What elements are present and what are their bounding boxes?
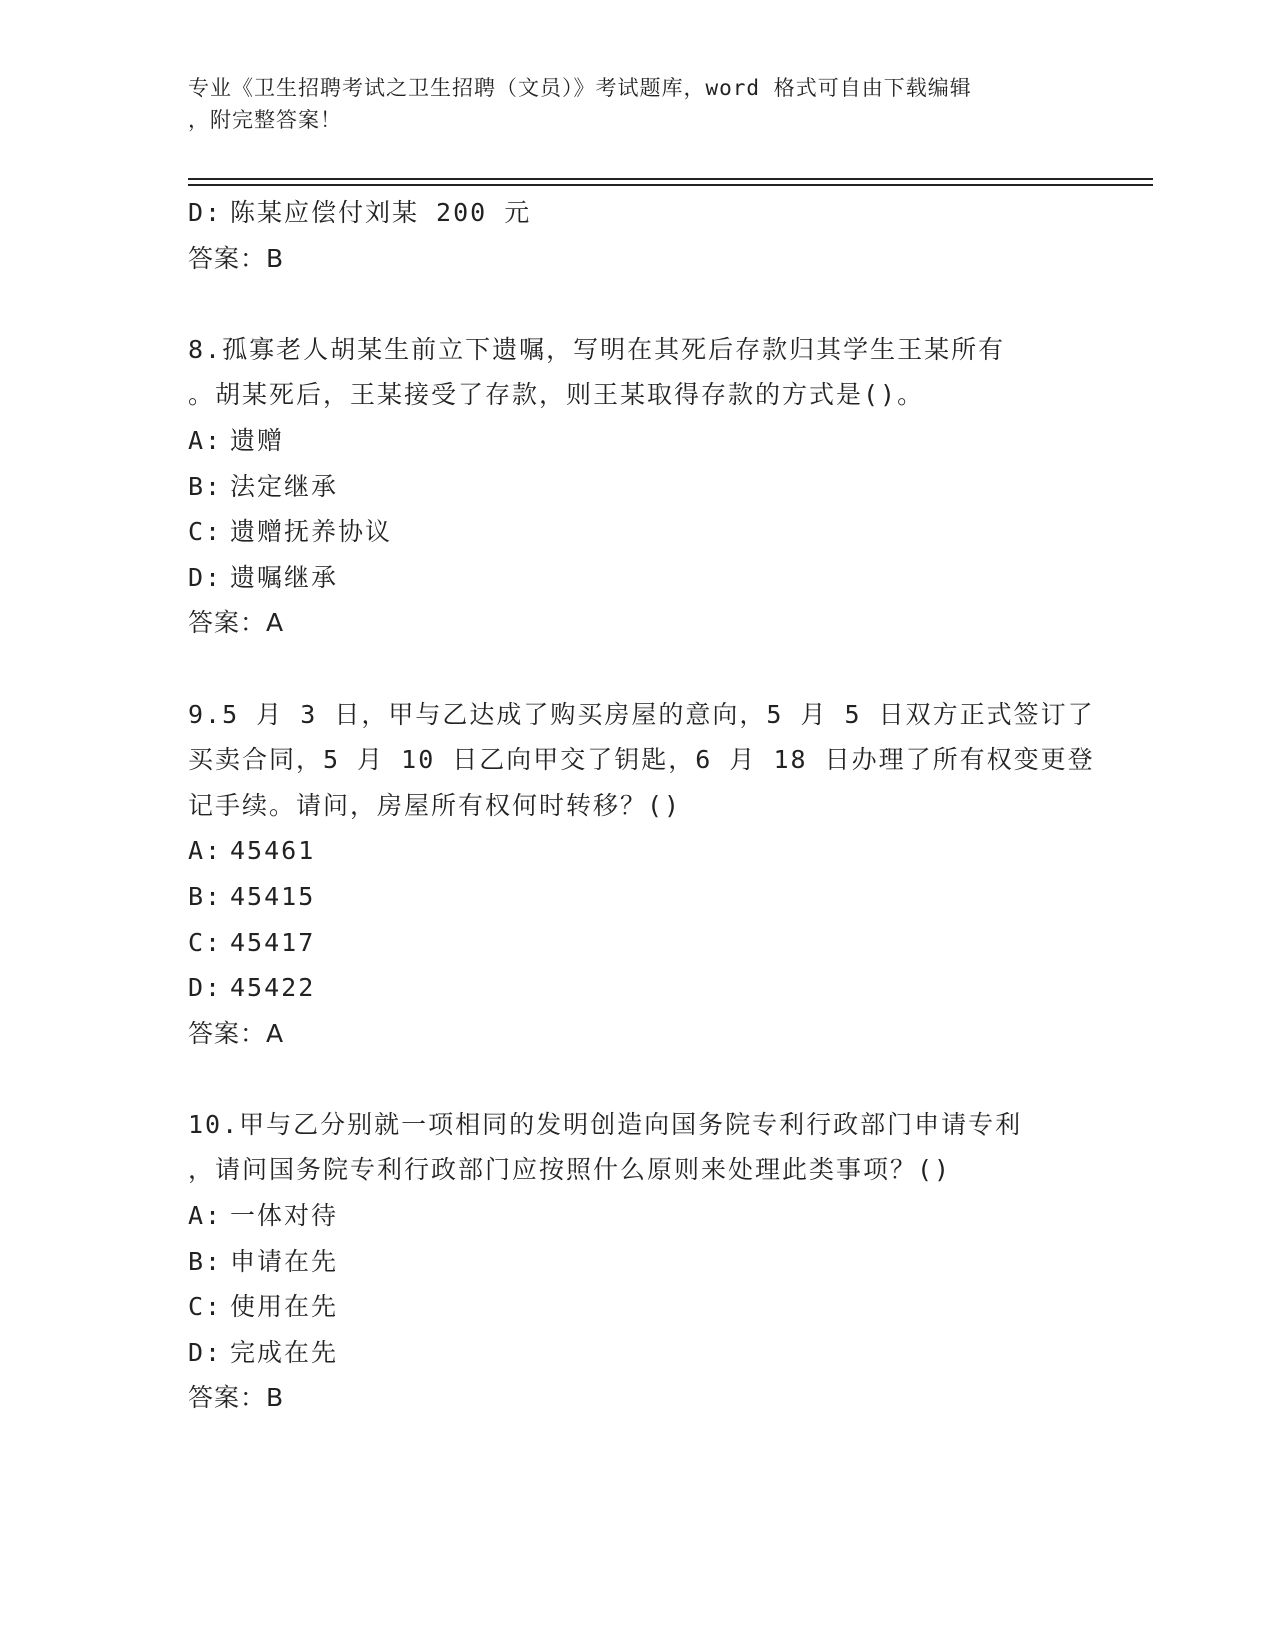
option-d <box>188 965 1088 1011</box>
option-text: 遗赠抚养协议 <box>230 517 393 547</box>
option-key: B: <box>188 471 223 501</box>
header-rule-top <box>188 178 1153 180</box>
option-key: D: <box>188 1337 223 1367</box>
option-d <box>188 1330 1088 1376</box>
option-key: B: <box>188 1246 223 1276</box>
option-c <box>188 509 1088 555</box>
option-text: 45417 <box>230 927 316 957</box>
answer-line: 答案：A <box>188 608 285 638</box>
spacer <box>188 281 1088 327</box>
option-text: 法定继承 <box>230 471 339 501</box>
question-text-line: 买卖合同，5 月 10 日乙向甲交了钥匙，6 月 18 日办理了所有权变更登 <box>188 745 1095 775</box>
question-8 <box>188 327 1088 646</box>
option-key: D: <box>188 198 223 227</box>
option-a <box>188 418 1088 464</box>
option-text: 45415 <box>230 881 316 911</box>
option-a <box>188 1193 1088 1239</box>
option-key: A: <box>188 836 223 866</box>
option-key: C: <box>188 517 223 547</box>
option-text: 遗赠 <box>230 425 285 455</box>
question-text-line: ，请问国务院专利行政部门应按照什么原则来处理此类事项？() <box>188 1155 952 1185</box>
question-9 <box>188 692 1095 1057</box>
question-text-line: 。胡某死后，王某接受了存款，则王某取得存款的方式是()。 <box>188 380 925 410</box>
question-content <box>188 190 1095 1421</box>
header-line-1: 专业《卫生招聘考试之卫生招聘（文员）》考试题库，word 格式可自由下载编辑 <box>188 76 972 100</box>
option-text: 45422 <box>230 973 316 1003</box>
option-c <box>188 920 1088 966</box>
option-text: 遗嘱继承 <box>230 562 339 592</box>
spacer <box>188 1056 1088 1102</box>
page-header <box>188 72 1068 136</box>
answer-line: 答案：B <box>188 243 285 273</box>
option-text: 一体对待 <box>230 1201 339 1231</box>
header-line-2: ，附完整答案！ <box>188 108 342 132</box>
answer-line: 答案：A <box>188 1018 285 1048</box>
question-10 <box>188 1102 1088 1421</box>
option-b <box>188 464 1088 510</box>
previous-question-tail <box>188 190 1088 281</box>
option-key: D: <box>188 562 223 592</box>
question-text-line: 10.甲与乙分别就一项相同的发明创造向国务院专利行政部门申请专利 <box>188 1109 1023 1139</box>
option-text: 完成在先 <box>230 1337 339 1367</box>
header-rule-bottom <box>188 184 1153 186</box>
question-text-line: 记手续。请问，房屋所有权何时转移？() <box>188 790 682 820</box>
answer-line: 答案：B <box>188 1383 285 1413</box>
option-c <box>188 1284 1088 1330</box>
option-key: C: <box>188 1292 223 1322</box>
option-b <box>188 874 1088 920</box>
option-d <box>188 190 1088 236</box>
option-text: 陈某应偿付刘某 200 元 <box>230 198 532 227</box>
option-text: 45461 <box>230 836 316 866</box>
option-b <box>188 1239 1088 1285</box>
option-key: B: <box>188 881 223 911</box>
option-a <box>188 828 1088 874</box>
question-text-line: 9.5 月 3 日，甲与乙达成了购买房屋的意向，5 月 5 日双方正式签订了 <box>188 699 1095 729</box>
option-key: D: <box>188 973 223 1003</box>
option-key: A: <box>188 425 223 455</box>
option-text: 使用在先 <box>230 1292 339 1322</box>
option-key: C: <box>188 927 223 957</box>
option-key: A: <box>188 1201 223 1231</box>
spacer <box>188 646 1088 692</box>
question-text-line: 8.孤寡老人胡某生前立下遗嘱，写明在其死后存款归其学生王某所有 <box>188 334 1006 364</box>
option-text: 申请在先 <box>230 1246 339 1276</box>
option-d <box>188 555 1088 601</box>
